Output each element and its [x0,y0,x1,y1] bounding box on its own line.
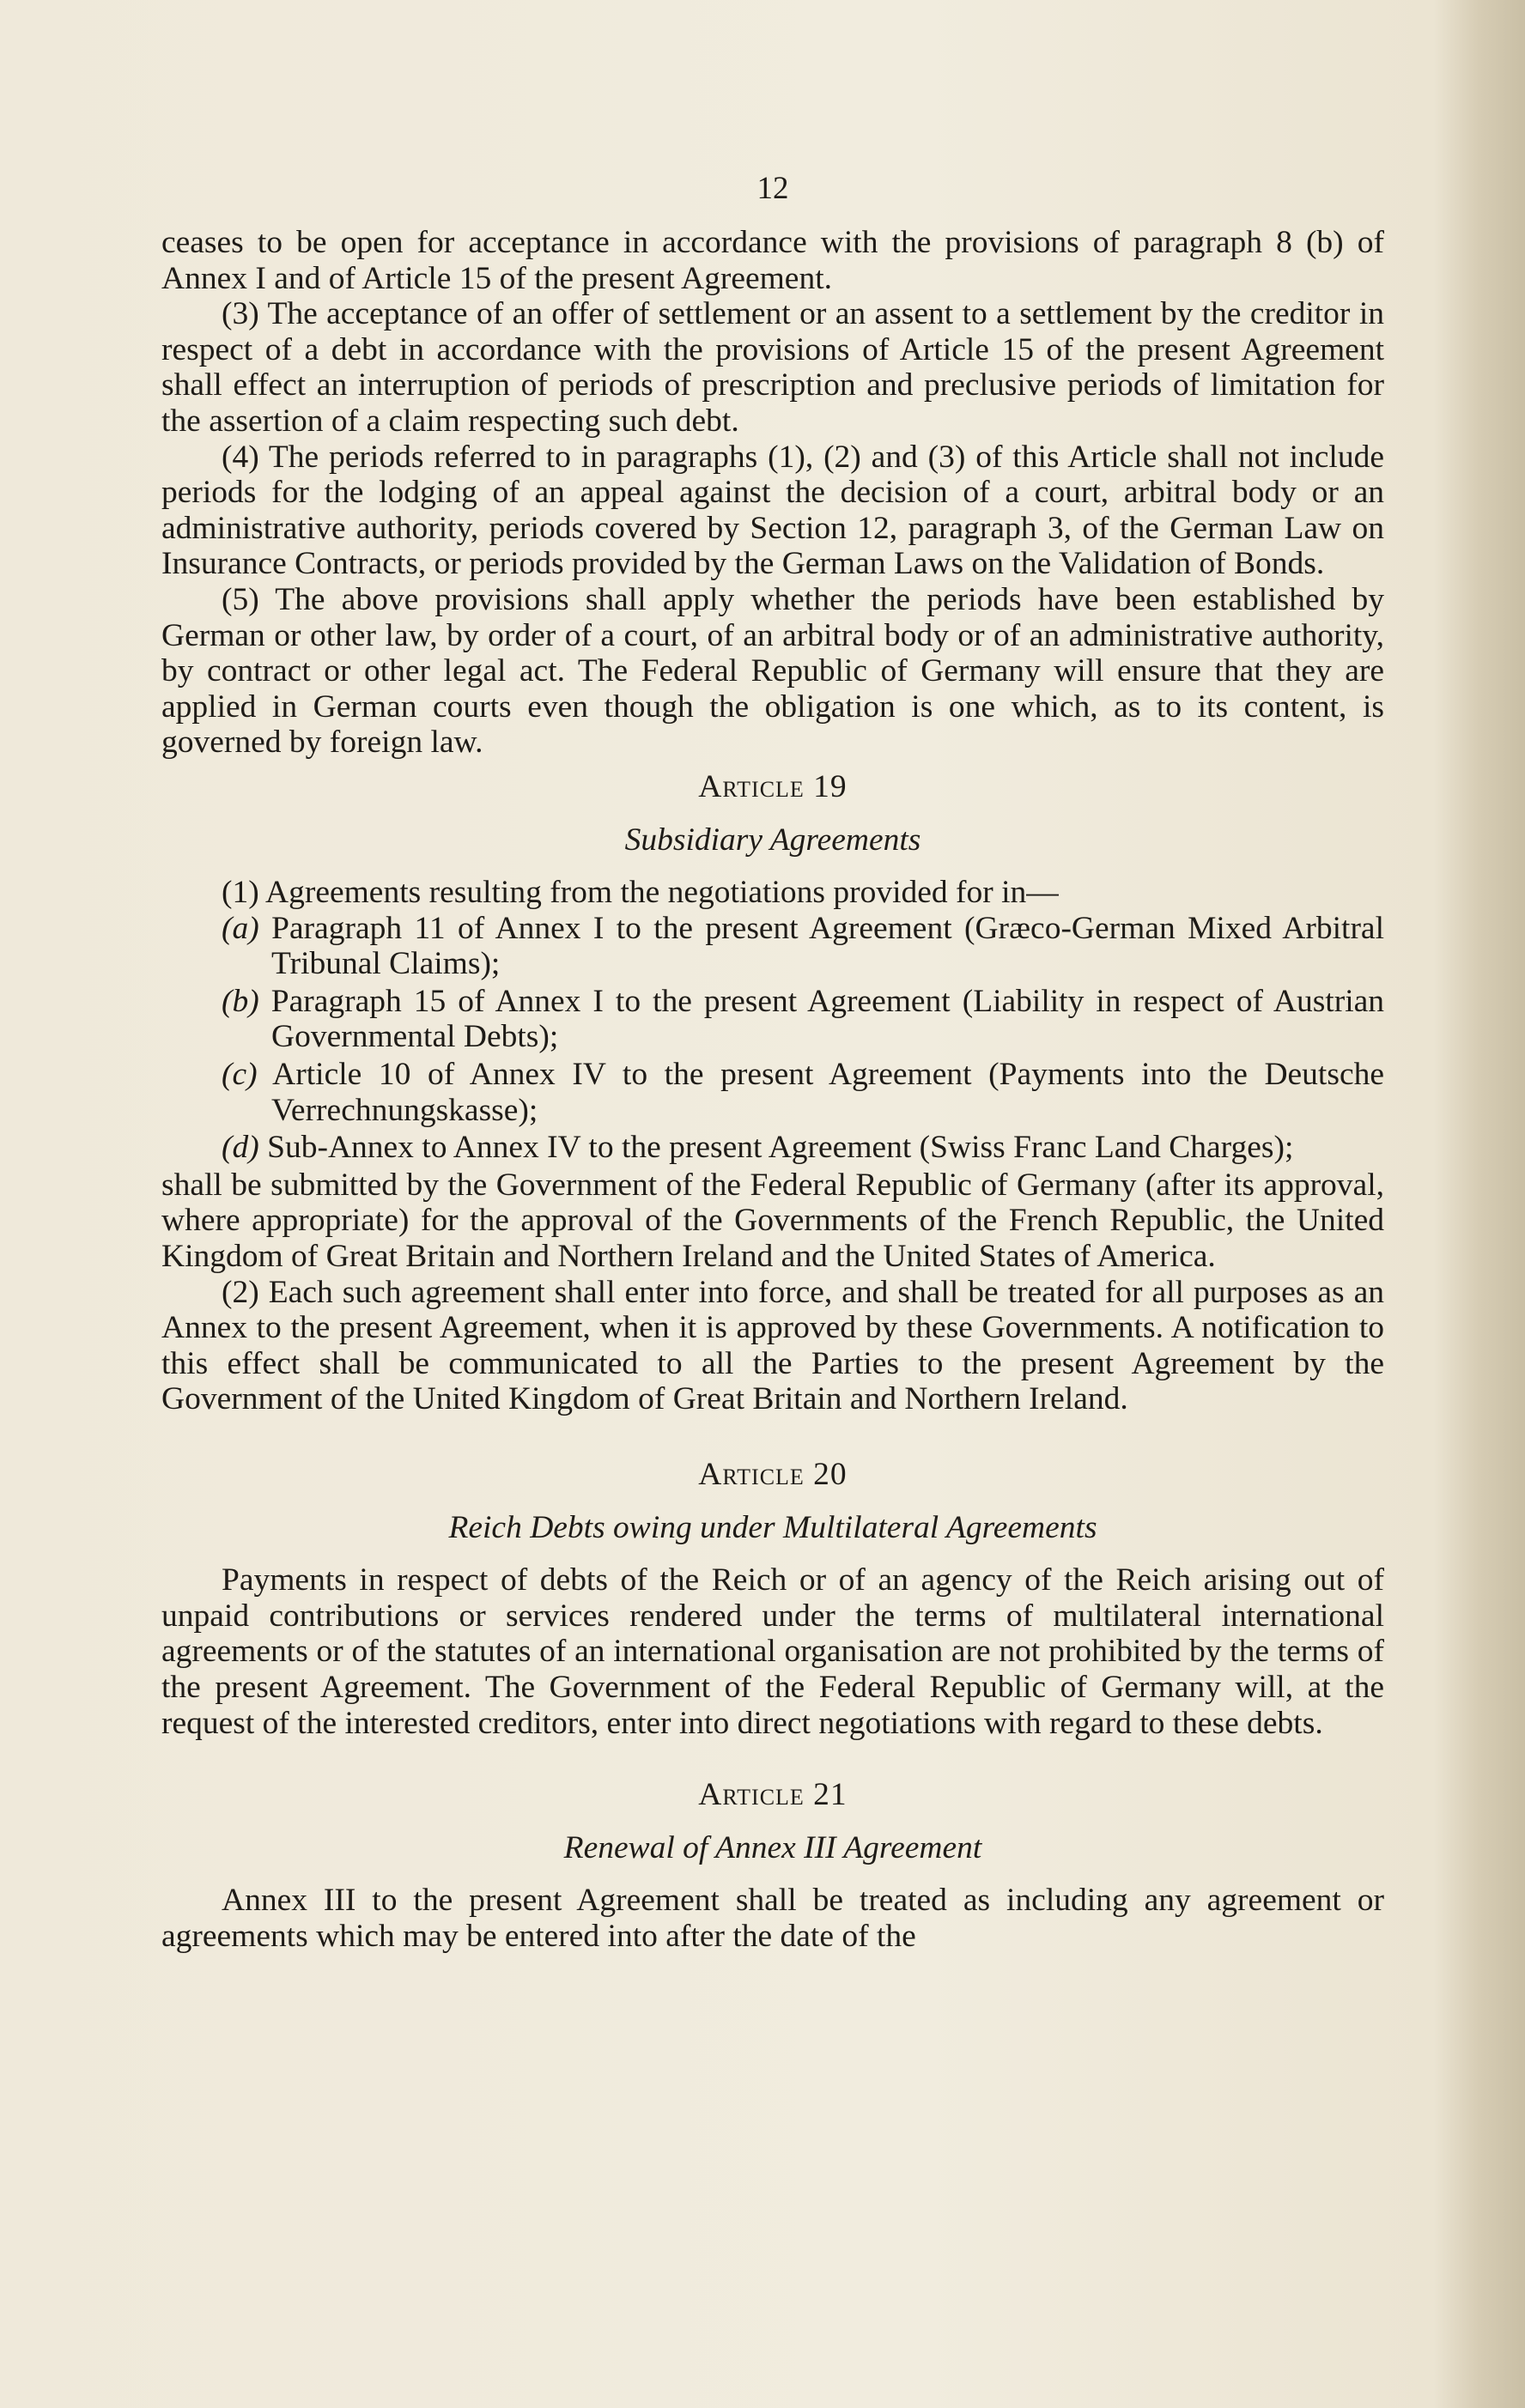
paragraph-4: (4) The periods referred to in paragraphs (1), (2) and (3) of this Article shall not include periods for the lodging of an appeal against the decision of a court, arbitral body or an administrative authority, periods covered by Section 12, paragraph 3, of the German Law on Insurance Contracts, or periods provided by the German Laws on the Validation of Bonds. [161,439,1384,582]
list-item-letter: (a) [222,910,259,946]
article-19-heading: Article 19 [698,768,848,804]
list-item [161,1130,1384,1166]
list-item-letter: (c) [222,1057,258,1093]
article-21-text: Annex III to the present Agreement shall be treated as including any agreement or agreements which may be entered into after the date of the [161,1883,1384,1954]
article-20-subtitle: Reich Debts owing under Multilateral Agreements [448,1509,1097,1545]
paragraph-5: (5) The above provisions shall apply whether the periods have been established by German or other law, by order of a court, of an arbitral body or of an administrative authority, by contract or other legal act. The Federal Republic of Germany will ensure that they are applied in German courts even though the obligation is one which, as to its content, is governed by foreign law. [161,581,1384,761]
list-item [161,984,1384,1055]
article-19-paragraph-2: (2) Each such agreement shall enter into force, and shall be treated for all purposes as an Annex to the present Agreement, when it is approved by these Governments. A notification to this effect shall be communicated to all the Parties to the present Agreement by the Government of the United Kingdom of Great Britain and Northern Ireland. [161,1274,1384,1417]
article-21-subtitle: Renewal of Annex III Agreement [563,1829,982,1865]
list-item-letter: (b) [222,983,259,1019]
article-19-after-list: shall be submitted by the Government of the Federal Republic of Germany (after its approval, where appropriate) for the approval of the Governments of the French Republic, the United Kingdom of Great Britain and Northern Ireland and the United States of America. [161,1167,1384,1275]
list-item-text: Sub-Annex to Annex IV to the present Agreement (Swiss Franc Land Charges); [267,1130,1294,1166]
paragraph-continuation: ceases to be open for acceptance in accordance with the provisions of paragraph 8 (b) of Annex I and of Article 15 of the present Agreement. [161,225,1384,296]
list-item-letter: (d) [222,1130,259,1166]
article-19-intro: (1) Agreements resulting from the negotiations provided for in— [222,875,1059,911]
list-item-text: Paragraph 15 of Annex I to the present Agreement (Liability in respect of Austrian Governmental Debts); [270,983,1385,1055]
list-item [161,911,1384,982]
spacer [161,1417,1384,1448]
list-item-text: Article 10 of Annex IV to the present Agreement (Payments into the Deutsche Verrechnungskasse); [271,1057,1384,1128]
article-21-heading: Article 21 [698,1777,848,1813]
article-19-subtitle: Subsidiary Agreements [624,822,921,858]
paragraph-3: (3) The acceptance of an offer of settlement or an assent to a settlement by the creditor in respect of a debt in accordance with the provisions of Article 15 of the present Agreement shall effect an interruption of periods of prescription and preclusive periods of limitation for the assertion of a claim respecting such debt. [161,296,1384,439]
list-item-text: Paragraph 11 of Annex I to the present Agreement (Græco-German Mixed Arbitral Tribunal Claims); [271,910,1384,982]
article-20-text: Payments in respect of debts of the Reich or of an agency of the Reich arising out of unpaid contributions or services rendered under the terms of multilateral international agreements or of the statutes of an international organisation are not prohibited by the terms of the present Agreement. The Government of the Federal Republic of Germany will, at the request of the interested creditors, enter into direct negotiations with regard to these debts. [161,1562,1384,1741]
list-item [161,1057,1384,1128]
document-body [161,225,1384,1955]
article-20-heading: Article 20 [698,1457,848,1492]
spacer [161,1741,1384,1768]
page-number: 12 [756,171,789,206]
